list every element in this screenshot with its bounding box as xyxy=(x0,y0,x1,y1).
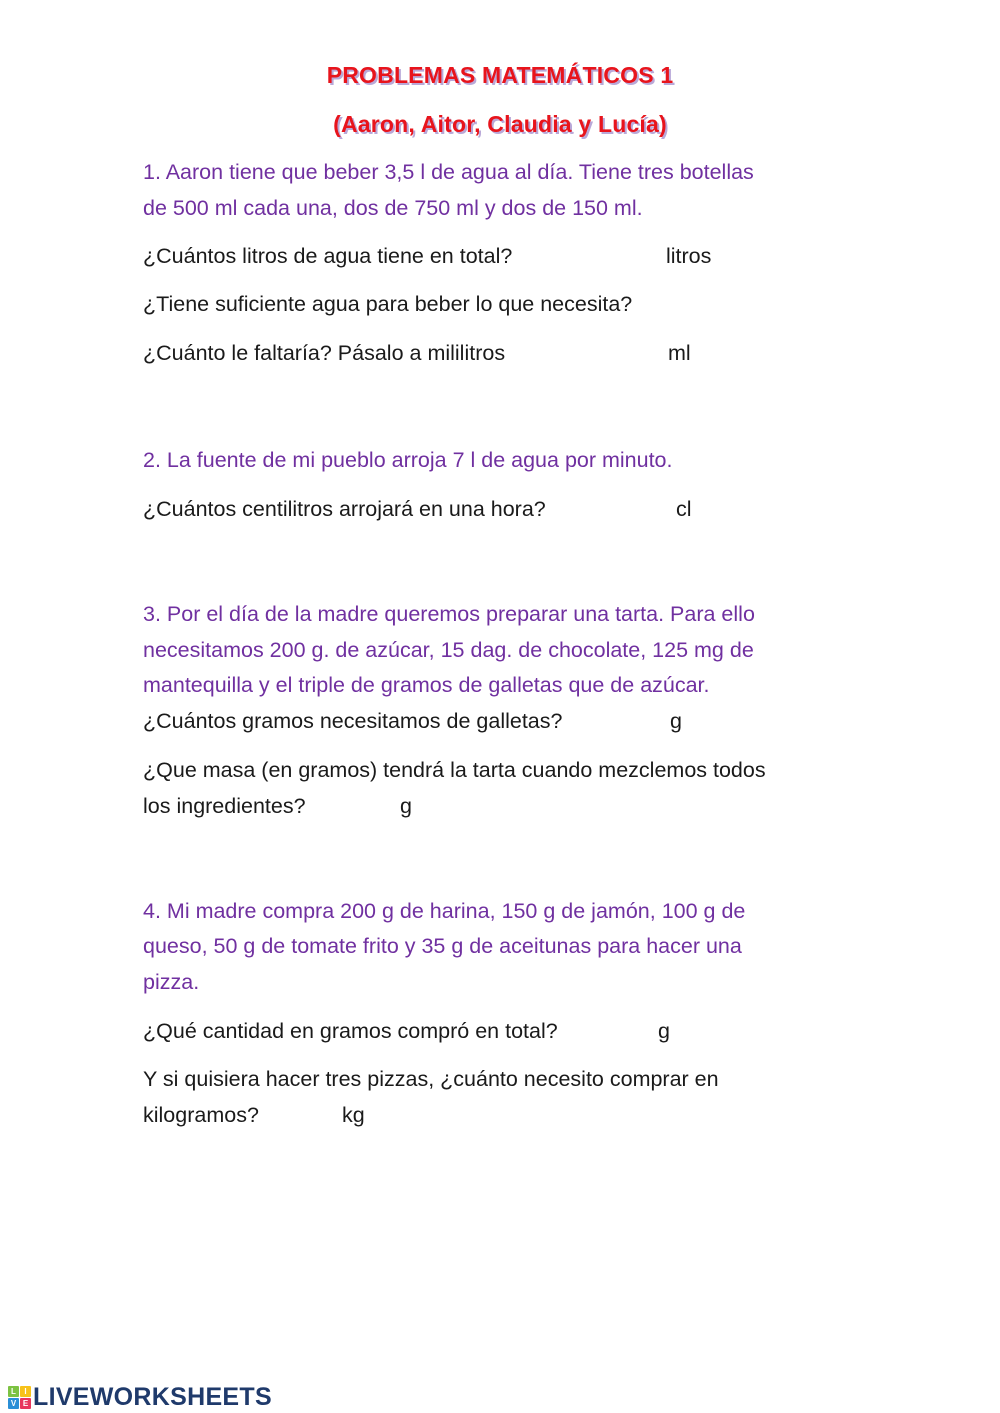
problem-1-statement-line-2: de 500 ml cada una, dos de 750 ml y dos de 150 ml. xyxy=(143,196,643,220)
problem-4-answer-1-unit[interactable]: g xyxy=(658,1019,670,1043)
worksheet-title: PROBLEMAS MATEMÁTICOS 1 xyxy=(326,62,674,88)
problem-2-question-1: ¿Cuántos centilitros arrojará en una hora? xyxy=(143,497,546,521)
logo-wordmark: LIVEWORKSHEETS xyxy=(33,1382,272,1411)
logo-block-v: V xyxy=(8,1398,19,1409)
worksheet-subtitle: (Aaron, Aitor, Claudia y Lucía) xyxy=(333,111,667,137)
problem-3-statement-line-1: 3. Por el día de la madre queremos preparar una tarta. Para ello xyxy=(143,602,755,626)
problem-4-question-2-line-2: kilogramos? xyxy=(143,1103,259,1127)
problem-1-answer-1-unit[interactable]: litros xyxy=(666,244,712,268)
problem-3-question-2-line-2: los ingredientes? xyxy=(143,794,306,818)
problem-2-statement-line-1: 2. La fuente de mi pueblo arroja 7 l de agua por minuto. xyxy=(143,448,673,472)
problem-1-statement-line-1: 1. Aaron tiene que beber 3,5 l de agua al día. Tiene tres botellas xyxy=(143,160,754,184)
problem-1-question-1: ¿Cuántos litros de agua tiene en total? xyxy=(143,244,513,268)
problem-4-question-1: ¿Qué cantidad en gramos compró en total? xyxy=(143,1019,558,1043)
problem-1-answer-3-unit[interactable]: ml xyxy=(668,341,691,365)
problem-3-question-2-line-1: ¿Que masa (en gramos) tendrá la tarta cuando mezclemos todos xyxy=(143,758,766,782)
liveworksheets-logo[interactable] xyxy=(8,1383,272,1411)
problem-3-question-1: ¿Cuántos gramos necesitamos de galletas? xyxy=(143,709,563,733)
problem-1-question-2: ¿Tiene suficiente agua para beber lo que necesita? xyxy=(143,292,633,316)
logo-block-e: E xyxy=(20,1398,31,1409)
problem-1-question-3: ¿Cuánto le faltaría? Pásalo a mililitros xyxy=(143,341,506,365)
problem-3-answer-2-unit[interactable]: g xyxy=(400,794,412,818)
problem-3-answer-1-unit[interactable]: g xyxy=(670,709,682,733)
problem-4-statement-line-1: 4. Mi madre compra 200 g de harina, 150 g de jamón, 100 g de xyxy=(143,899,746,923)
logo-block-i: I xyxy=(20,1386,31,1397)
problem-3-statement-line-2: necesitamos 200 g. de azúcar, 15 dag. de chocolate, 125 mg de xyxy=(143,638,754,662)
problem-2-answer-1-unit[interactable]: cl xyxy=(676,497,692,521)
problem-4-statement-line-3: pizza. xyxy=(143,970,200,994)
problem-4-question-2-line-1: Y si quisiera hacer tres pizzas, ¿cuánto necesito comprar en xyxy=(143,1067,719,1091)
live-blocks-icon xyxy=(8,1386,31,1409)
problem-4-answer-2-unit[interactable]: kg xyxy=(342,1103,365,1127)
problem-4-statement-line-2: queso, 50 g de tomate frito y 35 g de aceitunas para hacer una xyxy=(143,934,742,958)
problem-3-statement-line-3: mantequilla y el triple de gramos de galletas que de azúcar. xyxy=(143,673,710,697)
logo-block-l: L xyxy=(8,1386,19,1397)
